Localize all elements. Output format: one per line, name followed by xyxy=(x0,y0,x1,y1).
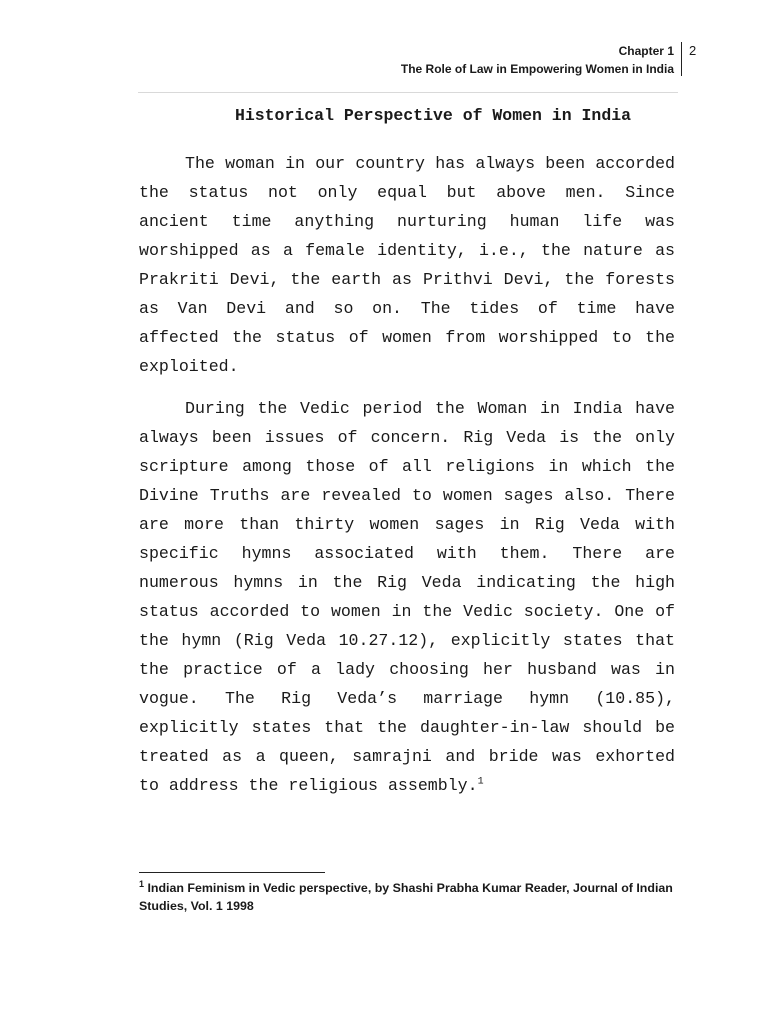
footnote-rule xyxy=(139,872,325,873)
footnote-reference[interactable]: 1 xyxy=(477,776,484,788)
paragraph-1-text: The woman in our country has always been accorded the status not only equal but above men. Since ancient time anything nurturing human life was worshipped as a female identity, i.e., the nature as Prakriti Devi, the earth as Prithvi Devi, the forests as Van Devi and so on. The tides of time have affected the status of women from worshipped to the exploited. xyxy=(139,154,675,376)
paragraph-2-text: During the Vedic period the Woman in India have always been issues of concern. Rig Veda is the only scripture among those of all religions in which the Divine Truths are revealed to women sages also. There are more than thirty women sages in Rig Veda with specific hymns associated with them. There are numerous hymns in the Rig Veda indicating the high status accorded to women in the Vedic society. One of the hymn (Rig Veda 10.27.12), explicitly states that the practice of a lady choosing her husband was in vogue. The Rig Veda’s marriage hymn (10.85), explicitly states that the daughter-in-law should be treated as a queen, samrajni and bride was exhorted to address the religious assembly. xyxy=(139,399,675,795)
header-rule xyxy=(138,92,678,93)
paragraph-1 xyxy=(139,149,675,381)
header-divider xyxy=(681,42,682,76)
footnote-marker: 1 xyxy=(139,878,145,889)
footnote xyxy=(139,879,675,915)
page-number: 2 xyxy=(689,43,697,58)
section-heading: Historical Perspective of Women in India xyxy=(234,106,632,125)
footnote-text: Indian Feminism in Vedic perspective, by Shashi Prabha Kumar Reader, Journal of Indian Studies, Vol. 1 1998 xyxy=(139,881,673,913)
paragraph-2 xyxy=(139,394,675,800)
chapter-subtitle: The Role of Law in Empowering Women in India xyxy=(400,62,674,76)
chapter-label: Chapter 1 xyxy=(618,44,674,58)
